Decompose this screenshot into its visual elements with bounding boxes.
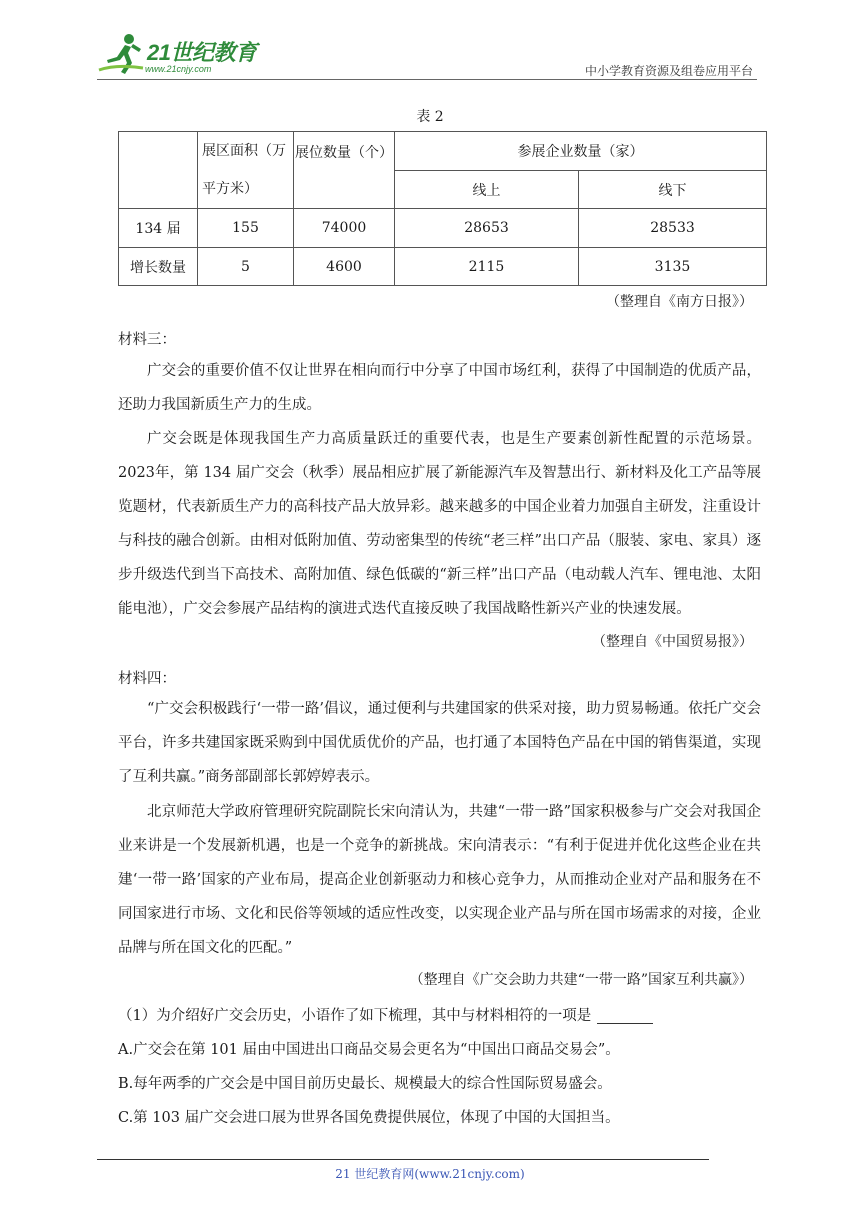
material4-label: 材料四： [118, 671, 176, 687]
table-source: （整理自《南方日报》） [606, 294, 753, 310]
runner-logo-icon [97, 30, 147, 76]
option-c: C.第 103 届广交会进口展为世界各国免费提供展位，体现了中国的大国担当。 [118, 1110, 620, 1126]
logo-url: www.21cnjy.com [145, 64, 212, 74]
cell-online: 28653 [395, 209, 579, 248]
footer-divider [97, 1159, 709, 1160]
cell-offline: 28533 [579, 209, 767, 248]
row-label: 增长数量 [119, 248, 198, 286]
material3-paragraph-2: 广交会既是体现我国生产力高质量跃迁的重要代表，也是生产要素创新性配置的示范场景。2023年，第 134 届广交会（秋季）展品相应扩展了新能源汽车及智慧出行、新材料及化工产品等展览题材，代表新质生产力的高科技产品大放异彩。越来越多的中国企业着力加强自主研发，注重设计与科技的融合创新。由相对低附加值、劳动密集型的传统“老三样”出口产品（服装、家电、家具）逐步升级迭代到当下高技术、高附加值、绿色低碳的“新三样”出口产品（电动载人汽车、锂电池、太阳能电池），广交会参展产品结构的演进式迭代直接反映了我国战略性新兴产业的快速发展。 [118, 431, 761, 617]
material3-label: 材料三： [118, 332, 176, 348]
header-booths: 展位数量（个） [294, 132, 395, 209]
material3-source: （整理自《中国贸易报》） [592, 634, 753, 650]
question-stem-text: （1）为介绍好广交会历史，小语作了如下梳理，其中与材料相符的一项是 [118, 1008, 592, 1024]
cell-online: 2115 [395, 248, 579, 286]
cell-booths: 74000 [294, 209, 395, 248]
answer-blank [597, 1009, 653, 1024]
logo [97, 30, 257, 78]
option-b: B.每年两季的广交会是中国目前历史最长、规模最大的综合性国际贸易盛会。 [118, 1076, 612, 1092]
data-table [118, 131, 767, 286]
header-online: 线上 [395, 171, 579, 209]
cell-booths: 4600 [294, 248, 395, 286]
table-row [119, 209, 767, 248]
header-divider [97, 79, 757, 80]
platform-name: 中小学教育资源及组卷应用平台 [584, 64, 753, 78]
material4-paragraph-2: 北京师范大学政府管理研究院副院长宋向清认为，共建“一带一路”国家积极参与广交会对我国企业来讲是一个发展新机遇，也是一个竞争的新挑战。宋向清表示：“有利于促进并优化这些企业在共建‘一带一路’国家的产业布局，提高企业创新驱动力和核心竞争力，从而推动企业对产品和服务在不同国家进行市场、文化和民俗等领域的适应性改变，以实现企业产品与所在国市场需求的对接，企业品牌与所在国文化的匹配。” [118, 804, 761, 956]
option-a: A.广交会在第 101 届由中国进出口商品交易会更名为“中国出口商品交易会”。 [118, 1042, 620, 1058]
table-title: 表 2 [416, 109, 444, 125]
cell-area: 5 [198, 248, 294, 286]
material3-paragraph-1: 广交会的重要价值不仅让世界在相向而行中分享了中国市场红利，获得了中国制造的优质产品，还助力我国新质生产力的生成。 [118, 363, 761, 413]
cell-offline: 3135 [579, 248, 767, 286]
logo-text: 21世纪教育 [147, 40, 257, 65]
header-area: 展区面积（万平方米） [198, 132, 294, 209]
row-label: 134 届 [119, 209, 198, 248]
header-companies: 参展企业数量（家） [395, 132, 767, 171]
footer-text: 21 世纪教育网(www.21cnjy.com) [335, 1167, 525, 1181]
cell-area: 155 [198, 209, 294, 248]
question-stem [118, 1004, 653, 1025]
table-row [119, 248, 767, 286]
material4-paragraph-1: “广交会积极践行‘一带一路’倡议，通过便利与共建国家的供采对接，助力贸易畅通。依托广交会平台，许多共建国家既采购到中国优质优价的产品，也打通了本国特色产品在中国的销售渠道，实现了互利共赢。”商务部副部长郭婷婷表示。 [118, 701, 761, 785]
page-header [97, 30, 757, 80]
header-offline: 线下 [579, 171, 767, 209]
material4-source: （整理自《广交会助力共建“一带一路”国家互利共赢》） [409, 972, 753, 988]
table-corner-cell [119, 132, 198, 209]
